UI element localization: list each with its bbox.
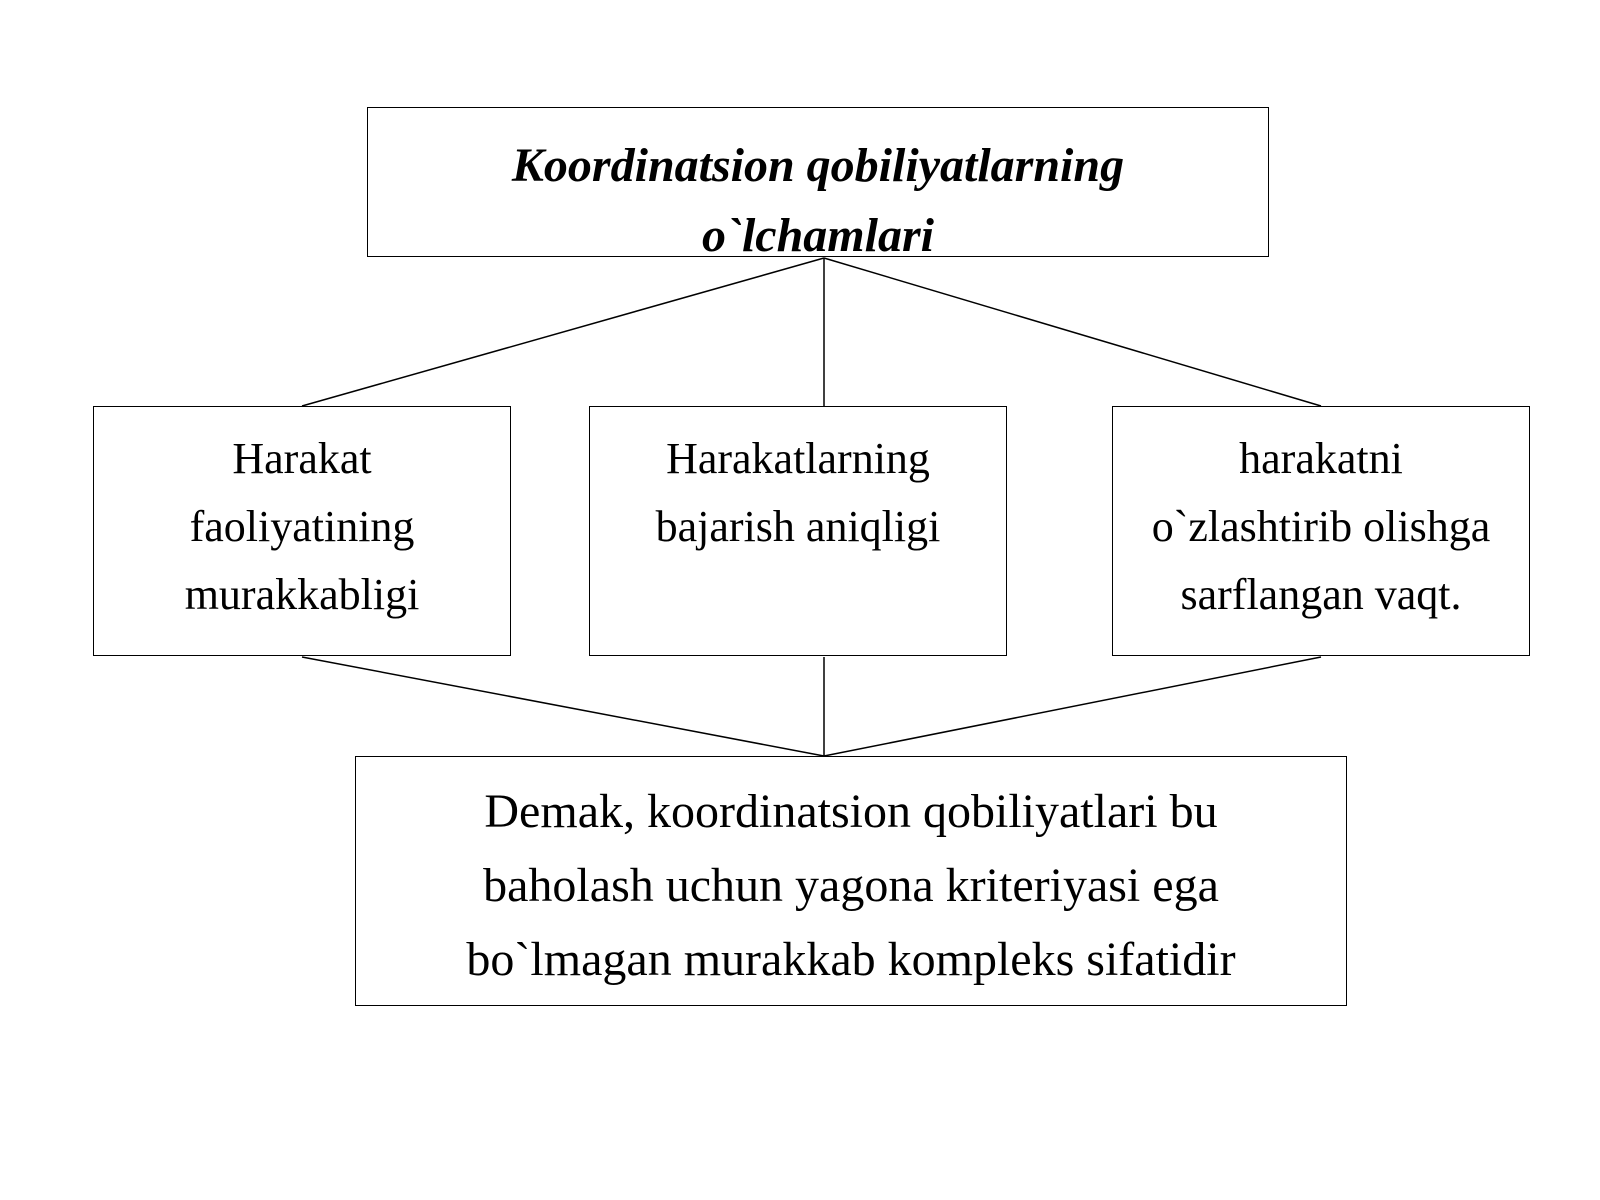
criterion-text: Harakat faoliyatining murakkabligi xyxy=(184,434,420,619)
connector-title-to-criterion-3 xyxy=(824,258,1321,406)
title-text: Koordinatsion qobiliyatlarning o`lchamlari xyxy=(511,139,1125,262)
connector-criterion-1-to-conclusion xyxy=(302,657,824,756)
conclusion-box xyxy=(355,756,1347,1006)
connector-title-to-criterion-1 xyxy=(302,258,824,406)
connector-criterion-3-to-conclusion xyxy=(824,657,1321,756)
title-box xyxy=(367,107,1269,262)
conclusion-text: Demak, koordinatsion qobiliyatlari bu baholash uchun yagona kriteriyasi ega bo`lmagan murakkab kompleks sifatidir xyxy=(466,785,1236,986)
criterion-box-complexity xyxy=(93,406,511,656)
criterion-box-time xyxy=(1112,406,1530,656)
criterion-text: harakatni o`zlashtirib olishga sarflangan vaqt. xyxy=(1151,434,1491,619)
criterion-text: Harakatlarning bajarish aniqligi xyxy=(655,434,941,551)
criterion-box-accuracy xyxy=(589,406,1007,656)
